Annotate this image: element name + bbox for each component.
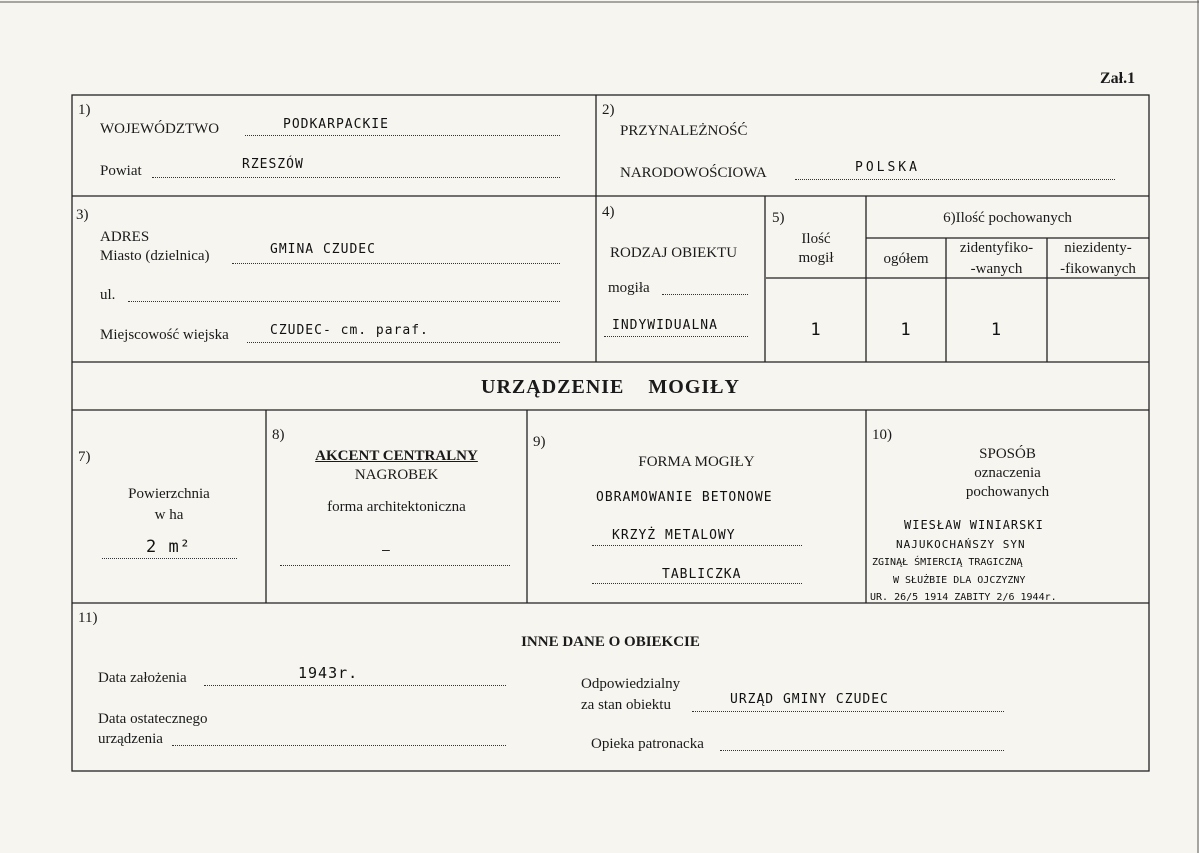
grave-form-line-3: TABLICZKA xyxy=(662,567,742,582)
buried-unidentified-header-1: niezidenty- xyxy=(1064,240,1132,256)
graves-count-label-2: mogił xyxy=(798,250,834,266)
nationality-label-2: NARODOWOŚCIOWA xyxy=(620,165,767,181)
buried-unidentified-header-2: -fikowanych xyxy=(1060,261,1136,277)
buried-identified-header-2: -wanych xyxy=(970,261,1023,277)
founded-value: 1943r. xyxy=(298,664,359,682)
buried-count-label: 6)Ilość pochowanych xyxy=(943,210,1072,226)
grave-form-line-1: OBRAMOWANIE BETONOWE xyxy=(596,490,773,505)
grave-form-dots-2 xyxy=(592,545,802,546)
object-type-value: INDYWIDUALNA xyxy=(612,318,718,333)
marking-line-2: NAJUKOCHAŃSZY SYN xyxy=(896,538,1026,551)
area-value: 2 m² xyxy=(146,537,191,557)
city-dots xyxy=(232,263,560,264)
responsible-value: URZĄD GMINY CZUDEC xyxy=(730,692,889,707)
patronage-label: Opieka patronacka xyxy=(591,736,704,752)
buried-total-value: 1 xyxy=(900,320,912,340)
grave-form-label: FORMA MOGIŁY xyxy=(638,454,755,470)
voivodeship-value: PODKARPACKIE xyxy=(283,117,389,132)
address-label: ADRES xyxy=(100,229,150,245)
graves-count-value: 1 xyxy=(810,320,822,340)
nationality-dots xyxy=(795,179,1115,180)
marking-label-3: pochowanych xyxy=(965,484,1050,500)
founded-dots xyxy=(204,685,506,686)
tombstone-label: NAGROBEK xyxy=(354,467,439,483)
graves-count-label-1: Ilość xyxy=(801,231,831,247)
final-arrangement-dots xyxy=(172,745,506,746)
district-dots xyxy=(152,177,560,178)
object-type-dots-1 xyxy=(662,294,748,295)
street-label: ul. xyxy=(100,287,116,303)
grave-form-dots-3 xyxy=(592,583,802,584)
final-arrangement-label-2: urządzenia xyxy=(98,731,163,747)
marking-line-4: W SŁUŻBIE DLA OJCZYZNY xyxy=(893,575,1026,586)
grave-section-heading: URZĄDZENIE MOGIŁY xyxy=(481,376,740,398)
section-10-number: 10) xyxy=(872,427,892,443)
marking-label-1: SPOSÓB xyxy=(979,446,1036,462)
patronage-dots xyxy=(720,750,1004,751)
responsible-label-2: za stan obiektu xyxy=(581,697,671,713)
city-value: GMINA CZUDEC xyxy=(270,242,376,257)
architectural-form-label: forma architektoniczna xyxy=(327,499,466,515)
founded-label: Data założenia xyxy=(98,670,187,686)
object-type-sublabel: mogiła xyxy=(608,280,650,296)
object-type-dots-2 xyxy=(604,336,748,337)
section-5-number: 5) xyxy=(772,210,785,226)
district-value: RZESZÓW xyxy=(242,157,304,172)
marking-label-2: oznaczenia xyxy=(974,465,1041,481)
architectural-form-dots xyxy=(280,565,510,566)
section-1-number: 1) xyxy=(78,102,91,118)
object-type-label: RODZAJ OBIEKTU xyxy=(610,245,738,261)
section-2-number: 2) xyxy=(602,102,615,118)
other-data-heading: INNE DANE O OBIEKCIE xyxy=(521,634,700,650)
village-value: CZUDEC- cm. paraf. xyxy=(270,323,429,338)
village-label: Miejscowość wiejska xyxy=(100,327,229,343)
area-label-1: Powierzchnia xyxy=(128,486,210,502)
section-3-number: 3) xyxy=(76,207,89,223)
central-accent-heading: AKCENT CENTRALNY xyxy=(315,448,478,464)
buried-total-header: ogółem xyxy=(883,251,929,267)
section-7-number: 7) xyxy=(78,449,91,465)
marking-line-3: ZGINĄŁ ŚMIERCIĄ TRAGICZNĄ xyxy=(872,557,1023,568)
street-dots xyxy=(128,301,560,302)
area-label-2: w ha xyxy=(154,507,184,523)
village-dots xyxy=(247,342,560,343)
nationality-label-1: PRZYNALEŻNOŚĆ xyxy=(620,123,748,139)
responsible-dots xyxy=(692,711,1004,712)
district-label: Powiat xyxy=(100,163,142,179)
buried-identified-header-1: zidentyfiko- xyxy=(959,240,1034,256)
section-4-number: 4) xyxy=(602,204,615,220)
attachment-label: Zał.1 xyxy=(1100,70,1136,87)
marking-line-1: WIESŁAW WINIARSKI xyxy=(904,518,1044,532)
architectural-form-value: — xyxy=(382,543,391,558)
city-label: Miasto (dzielnica) xyxy=(100,248,210,264)
grave-form-line-2: KRZYŻ METALOWY xyxy=(612,528,736,543)
section-9-number: 9) xyxy=(533,434,546,450)
responsible-label-1: Odpowiedzialny xyxy=(581,676,681,692)
final-arrangement-label-1: Data ostatecznego xyxy=(98,711,208,727)
section-8-number: 8) xyxy=(272,427,285,443)
nationality-value: POLSKA xyxy=(855,160,920,175)
area-dots xyxy=(102,558,237,559)
voivodeship-dots xyxy=(245,135,560,136)
voivodeship-label: WOJEWÓDZTWO xyxy=(100,121,220,137)
buried-identified-value: 1 xyxy=(990,320,1003,340)
section-11-number: 11) xyxy=(78,610,98,626)
marking-line-5: UR. 26/5 1914 ZABITY 2/6 1944r. xyxy=(870,592,1057,603)
